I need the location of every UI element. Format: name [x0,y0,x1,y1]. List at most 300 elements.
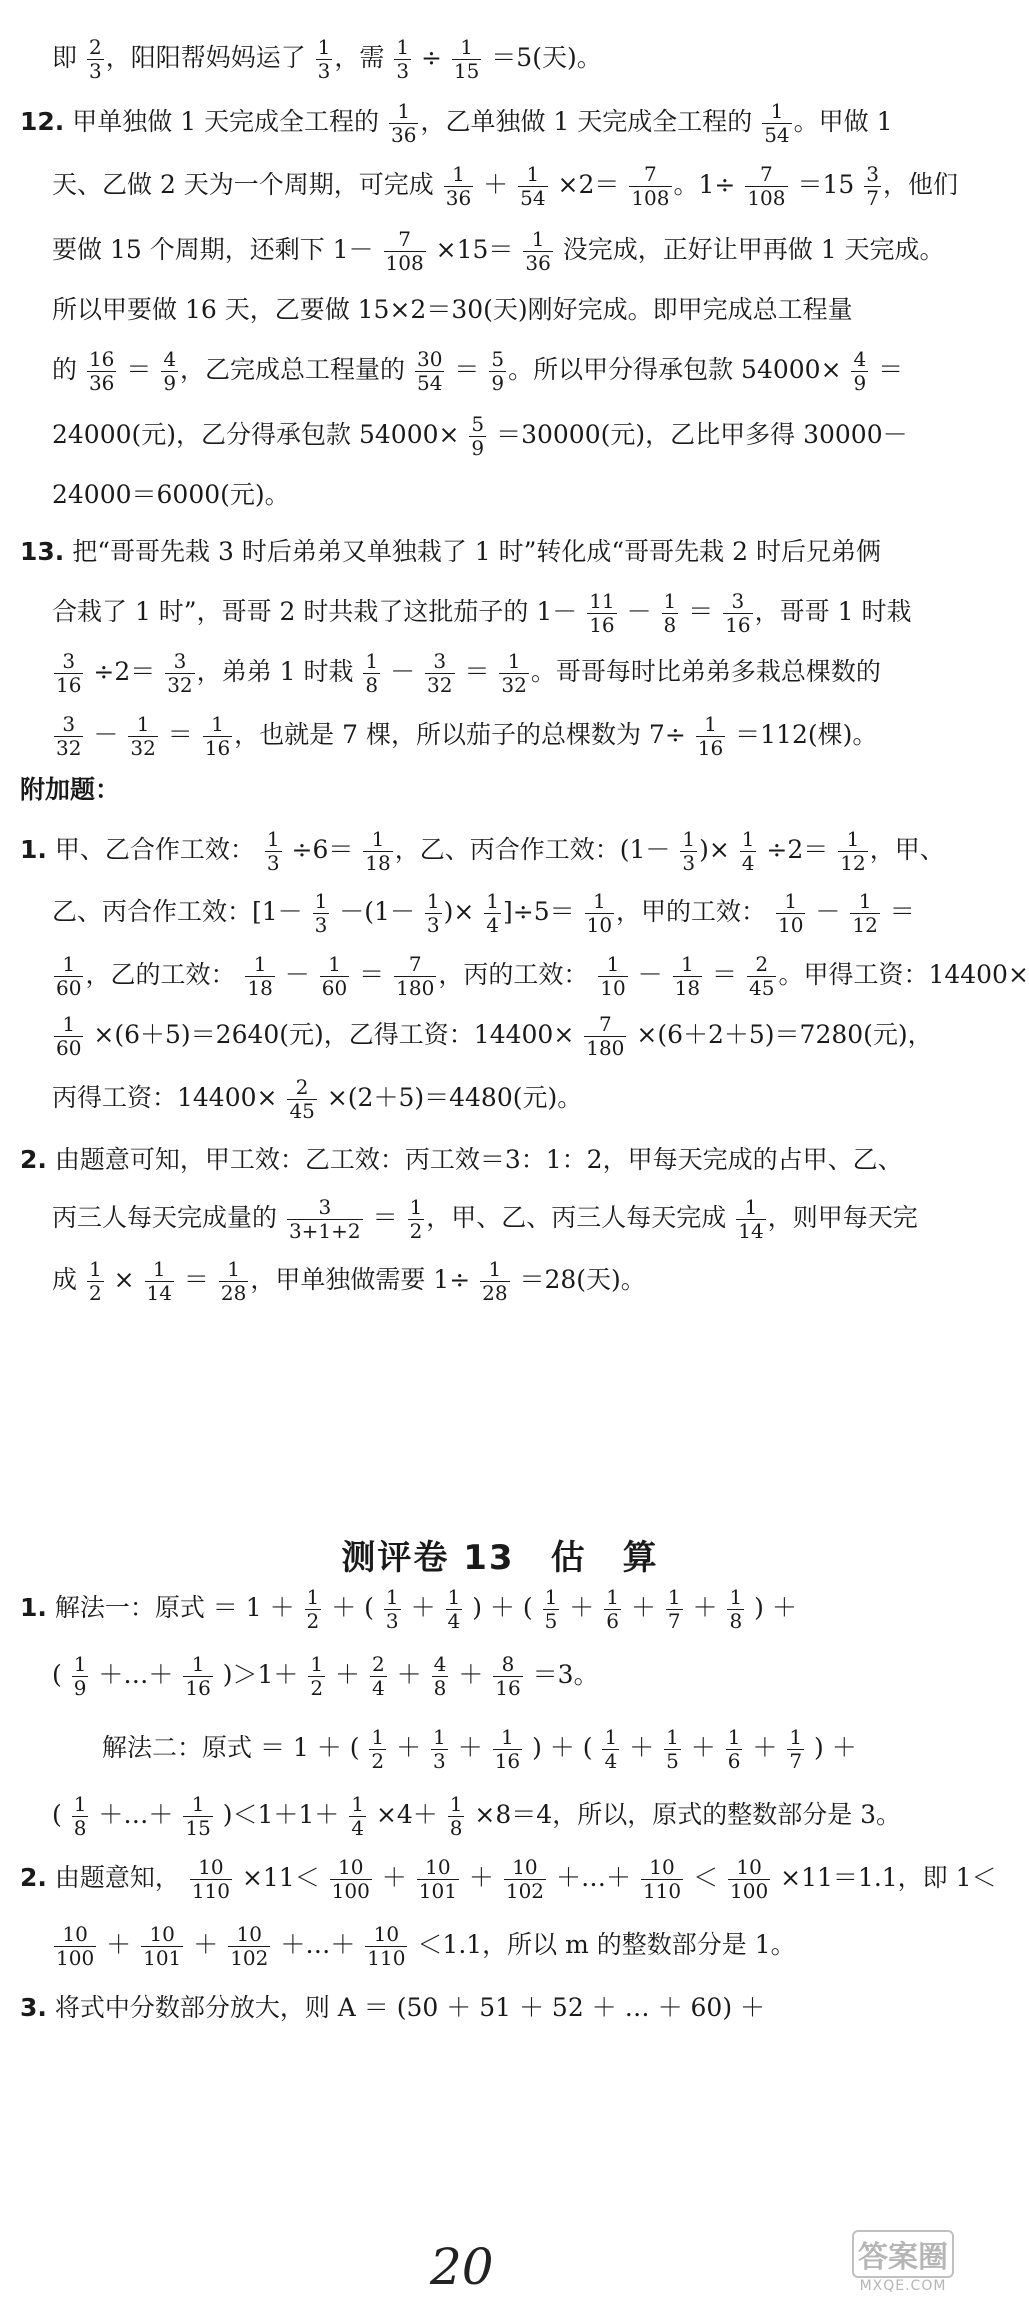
fraction-denominator: 2 [306,1609,320,1633]
text-run: )× [699,835,738,864]
fraction-numerator: 1 [850,890,879,914]
fraction-numerator: 1 [696,713,725,737]
fraction [330,1856,372,1903]
text-run: ＝30000(元)，乙比甲多得 30000－ [488,420,908,449]
text-run: ＝ [118,355,160,384]
text-run: 甲单独做 1 天完成全工程的 [64,107,387,136]
fraction-numerator: 3 [425,650,454,674]
fraction-numerator: 1 [54,1013,83,1037]
fraction-numerator: 1 [789,1725,803,1749]
fraction-numerator: 1 [523,228,552,252]
text-run: ＋ [388,1660,430,1689]
text-run: ＋ [622,1593,664,1622]
fraction-denominator: 2 [310,1676,324,1700]
text-run: ＝ [446,355,488,384]
fraction-denominator: 45 [289,1099,315,1123]
text-run: ( [52,1660,70,1689]
text-run: ＝ [175,1265,217,1294]
fraction-denominator: 3 [396,59,410,83]
fraction-numerator: 1 [444,163,473,187]
fraction [190,1856,232,1903]
text-run: ×(6＋5)＝2640(元)，乙得工资：14400× [85,1020,583,1049]
fraction-numerator: 1 [449,1792,463,1816]
fraction-denominator: 9 [853,371,867,395]
fraction-denominator: 7 [789,1749,803,1773]
text-run: ＋ [185,1930,227,1959]
fraction-numerator: 1 [73,1792,87,1816]
text-line [0,1235,1000,1325]
text-run: ×15＝ [427,235,522,264]
fraction-numerator: 1 [776,890,805,914]
fraction [446,1586,463,1633]
fraction [384,1586,401,1633]
fraction-denominator: 7 [866,186,879,210]
fraction-numerator: 2 [88,35,102,59]
fraction-denominator: 6 [606,1609,619,1633]
text-line [0,1963,1000,2053]
fraction-denominator: 3 [433,1749,446,1773]
text-run: 要做 15 个周期，还剩下 1－ [52,235,382,264]
text-run: ，需 [334,43,393,72]
fraction-denominator: 10 [600,976,626,1000]
text-run: ＋ [327,1660,368,1689]
text-run: ，甲、乙、丙三人每天完成 [426,1203,735,1232]
fraction-numerator: 10 [54,1923,96,1947]
text-run: 24000(元)，乙分得承包款 54000× [52,420,468,449]
fraction-denominator: 3 [385,1609,399,1633]
fraction-numerator: 1 [363,828,392,852]
fraction-denominator: 12 [840,851,866,875]
text-run: ，乙单独做 1 天完成全工程的 [420,107,761,136]
fraction-numerator: 1 [452,36,481,60]
text-run: ×11＜ [234,1863,328,1892]
fraction-numerator: 10 [728,1856,770,1880]
text-run: ＋…＋ [272,1930,364,1959]
fraction-denominator: 110 [367,1946,406,1970]
text-run: ，他们 [882,170,958,199]
fraction-numerator: 1 [409,1195,423,1219]
fraction [864,163,881,210]
fraction-numerator: 10 [330,1856,372,1880]
fraction-denominator: 3+1+2 [288,1219,361,1243]
fraction [452,36,481,83]
fraction-denominator: 16 [697,736,724,760]
text-run: ＋ [684,1593,726,1622]
fraction-denominator: 12 [852,913,878,937]
item-number: 1. [20,1593,47,1622]
text-run: ，也就是 7 棵，所以茄子的总棵数为 7÷ [234,720,694,749]
fraction [431,1726,448,1773]
text-run: 没完成，正好让甲再做 1 天完成。 [554,235,945,264]
fraction-denominator: 9 [491,371,505,395]
fraction-numerator: 1 [183,1793,212,1817]
fraction-numerator: 4 [853,347,867,371]
fraction-denominator: 16 [725,613,751,637]
text-run: ，丙的工效： [438,960,597,989]
text-run: )＞1＋ [214,1660,307,1689]
fraction-numerator: 1 [585,890,614,914]
text-run: ÷2＝ [758,835,837,864]
fraction-numerator: 10 [228,1923,270,1947]
fraction-numerator: 1 [838,828,867,852]
item-number: 13. [20,537,65,566]
text-run: ，阳阳帮妈妈运了 [105,43,314,72]
fraction-numerator: 1 [518,163,547,187]
fraction-denominator: 4 [741,851,755,875]
page-number: 20 [430,2238,494,2296]
fraction-denominator: 36 [88,371,115,395]
fraction-numerator: 1 [673,953,702,977]
fraction-numerator: 10 [641,1856,683,1880]
watermark-url: MXQE.COM [859,2278,947,2294]
fraction-numerator: 1 [266,827,280,851]
fraction-numerator: 3 [54,713,83,737]
fraction-numerator: 1 [486,889,500,913]
text-run: － [382,657,424,686]
fraction [602,1726,619,1773]
fraction-denominator: 102 [230,1946,269,1970]
section-heading: 附加题： [20,775,121,804]
fraction-numerator: 1 [371,1725,385,1749]
fraction-denominator: 18 [365,851,391,875]
text-run: 。1÷ [673,170,744,199]
text-run: ＝3。 [524,1660,599,1689]
fraction-denominator: 36 [391,123,417,147]
fraction-numerator: 2 [372,1652,385,1676]
section-title: 测评卷 13 估 算 [341,1538,659,1578]
fraction-denominator: 3 [682,851,696,875]
fraction-numerator: 1 [480,1258,509,1282]
fraction-numerator: 1 [54,953,83,977]
fraction-numerator: 30 [417,347,443,371]
fraction-numerator: 1 [219,1258,248,1282]
fraction [444,163,473,210]
fraction [72,1653,89,1700]
fraction-numerator: 1 [493,1726,522,1750]
text-run: － [807,897,849,926]
fraction-denominator: 18 [247,976,273,1000]
fraction-denominator: 5 [666,1749,679,1773]
fraction-denominator: 54 [417,371,443,395]
fraction [728,1856,770,1903]
fraction-denominator: 3 [314,913,328,937]
fraction-numerator: 1 [73,1652,87,1676]
fraction-numerator: 10 [190,1856,232,1880]
fraction-numerator: 7 [745,163,787,187]
fraction-denominator: 108 [747,186,786,210]
text-run: ＋ [621,1733,663,1762]
text-run: 。所以甲分得承包款 54000× [508,355,850,384]
text-run: 由题意可知，甲工效：乙工效：丙工效＝3：1：2，甲每天完成的占甲、乙、 [46,1145,903,1174]
text-run: ＜ [685,1863,727,1892]
fraction [87,348,116,395]
fraction-denominator: 16 [495,1676,521,1700]
fraction-denominator: 2 [409,1219,423,1243]
fraction [543,1586,560,1633]
fraction-denominator: 60 [321,976,348,1000]
fraction-denominator: 8 [433,1676,447,1700]
fraction-denominator: 45 [748,976,775,1000]
fraction-denominator: 16 [56,673,82,697]
text-run: ×(6＋2＋5)＝7280(元)， [628,1020,933,1049]
text-run: ) ＋ [746,1593,797,1622]
text-run: 所以甲要做 16 天，乙要做 15×2＝30(天)刚好完成。即甲完成总工程量 [52,295,853,324]
fraction [183,1653,212,1700]
fraction-denominator: 101 [418,1879,457,1903]
text-run: ＋ [744,1733,786,1762]
fraction-denominator: 110 [191,1879,230,1903]
text-run: ＋…＋ [90,1660,182,1689]
fraction-numerator: 2 [747,953,776,977]
fraction-numerator: 10 [365,1923,407,1947]
text-run: 合栽了 1 时”，哥哥 2 时共栽了这批茄子的 1－ [52,597,586,626]
fraction [415,348,444,395]
fraction-numerator: 1 [385,1585,399,1609]
fraction [417,1856,459,1903]
fraction [493,1653,522,1700]
text-run: ＝ [704,960,745,989]
fraction-numerator: 1 [666,1725,679,1749]
fraction-denominator: 2 [371,1749,385,1773]
fraction-denominator: 10 [778,913,804,937]
text-run: ＋ [475,170,517,199]
fraction-denominator: 32 [56,736,82,760]
item-number: 1. [20,835,47,864]
text-run: ＋ [402,1593,444,1622]
fraction-numerator: 1 [203,713,232,737]
fraction-denominator: 28 [220,1281,247,1305]
fraction-numerator: 1 [396,35,410,59]
watermark-logo [828,2230,978,2296]
text-run: 。哥哥每时比弟弟多栽总棵数的 [530,657,881,686]
fraction-denominator: 108 [385,251,424,275]
fraction-numerator: 3 [287,1196,363,1220]
fraction [518,163,547,210]
fraction [219,1258,248,1305]
fraction-denominator: 54 [764,123,790,147]
fraction-denominator: 8 [365,673,379,697]
text-run: × [105,1265,143,1294]
fraction-numerator: 16 [88,347,115,371]
text-run: ) ＋ ( [464,1593,541,1622]
text-run: ×11＝1.1，即 1＜ [772,1863,997,1892]
fraction-numerator: 1 [604,1725,618,1749]
fraction-numerator: 1 [245,953,274,977]
text-run: ×4＋ [368,1800,446,1829]
fraction-numerator: 10 [141,1923,183,1947]
fraction-numerator: 10 [417,1856,459,1880]
fraction-numerator: 1 [426,889,440,913]
text-run: 将式中分数部分放大，则 A ＝ (50 ＋ 51 ＋ 52 ＋ … ＋ 60) ＋ [46,1993,766,2022]
text-run: －(1－ [331,897,423,926]
fraction-numerator: 3 [866,162,879,186]
fraction-numerator: 1 [317,35,331,59]
text-run: ，甲单独做需要 1÷ [250,1265,479,1294]
fraction-denominator: 54 [520,186,546,210]
fraction-denominator: 4 [351,1816,364,1840]
fraction-denominator: 10 [586,913,613,937]
text-run: ＝ [881,897,915,926]
fraction-numerator: 1 [314,889,328,913]
fraction-denominator: 110 [642,1879,682,1903]
fraction-numerator: 8 [493,1653,522,1677]
text-run: 。甲做 1 [793,107,893,136]
text-run: ＋…＋ [548,1863,639,1892]
text-run: 甲、乙合作工效： [46,835,263,864]
fraction-numerator: 1 [499,650,528,674]
fraction-numerator: 1 [145,1258,174,1282]
fraction [316,36,333,83]
text-run: ＋ ( [323,1593,382,1622]
fraction-numerator: 1 [365,649,379,673]
fraction-numerator: 1 [447,1585,461,1609]
text-run: ，则甲每天完 [767,1203,918,1232]
fraction-denominator: 8 [449,1816,463,1840]
fraction-denominator: 5 [544,1609,558,1633]
fraction-denominator: 15 [185,1816,211,1840]
text-run: 24000＝6000(元)。 [52,480,290,509]
text-run: ×(2＋5)＝4480(元)。 [318,1083,583,1112]
fraction [641,1856,683,1903]
fraction [666,1586,683,1633]
fraction-numerator: 1 [320,953,349,977]
text-run: ÷2＝ [85,657,164,686]
fraction-numerator: 3 [165,650,194,674]
text-run: ＋…＋ [90,1800,182,1829]
fraction-numerator: 1 [598,953,627,977]
fraction-numerator: 4 [433,1652,447,1676]
fraction-numerator: 2 [287,1076,316,1100]
fraction-denominator: 4 [372,1676,385,1700]
fraction [480,1258,509,1305]
text-run: 。甲得工资：14400× [778,960,1029,989]
fraction-numerator: 1 [88,1257,102,1281]
text-run: ＝ [680,597,722,626]
text-run: 把“哥哥先栽 3 时后弟弟又单独栽了 1 时”转化成“哥哥先栽 2 时后兄弟俩 [64,537,881,566]
item-number: 12. [20,107,65,136]
text-run: ＜1.1，所以 m 的整数部分是 1。 [409,1930,796,1959]
fraction [851,348,868,395]
fraction [493,1726,522,1773]
text-run: ＋ [561,1593,603,1622]
text-run: － [276,960,318,989]
fraction-numerator: 5 [491,347,505,371]
fraction [726,1726,743,1773]
text-run: ÷ [413,43,450,72]
fraction [664,1726,681,1773]
fraction-denominator: 28 [482,1281,508,1305]
text-run: ＝ [364,1203,406,1232]
fraction-numerator: 1 [351,1792,364,1816]
fraction-denominator: 60 [56,976,82,1000]
fraction [87,36,104,83]
fraction-denominator: 102 [505,1879,545,1903]
fraction-denominator: 8 [73,1816,87,1840]
text-run: ＋ [388,1733,430,1762]
text-run: ＋ [449,1733,491,1762]
fraction-denominator: 32 [130,736,156,760]
fraction-denominator: 3 [266,851,280,875]
fraction [370,1653,387,1700]
fraction-numerator: 3 [723,590,752,614]
text-run: － [85,720,127,749]
fraction-denominator: 100 [56,1946,95,1970]
fraction-denominator: 32 [167,673,193,697]
item-number: 2. [20,1145,47,1174]
text-run: 乙、丙合作工效：[1－ [52,897,311,926]
text-run: ) ＋ ( [524,1733,601,1762]
fraction-denominator: 180 [396,976,435,1000]
fraction [308,1653,325,1700]
text-run: ) ＋ [806,1733,857,1762]
fraction [504,1856,546,1903]
text-run: 的 [52,355,85,384]
text-run: )× [443,897,483,926]
fraction-numerator: 7 [394,953,436,977]
text-run: － [618,597,660,626]
text-run: ( [52,1800,70,1829]
fraction-denominator: 16 [185,1676,211,1700]
text-run: ＝ [456,657,498,686]
fraction [489,348,506,395]
fraction-denominator: 16 [494,1749,521,1773]
text-run: ×8＝4，所以，原式的整数部分是 3。 [466,1800,902,1829]
fraction-numerator: 1 [183,1653,212,1677]
text-run: ，弟弟 1 时栽 [196,657,362,686]
fraction [432,1653,449,1700]
fraction-denominator: 16 [589,613,615,637]
fraction-numerator: 1 [433,1725,446,1749]
text-run: 丙得工资：14400× [52,1083,286,1112]
fraction-denominator: 32 [501,673,527,697]
text-run: ]÷5＝ [503,897,583,926]
text-run: ＝15 [789,170,863,199]
fraction [87,1258,104,1305]
fraction-denominator: 3 [88,59,102,83]
fraction-denominator: 180 [586,1036,625,1060]
fraction-denominator: 100 [730,1879,769,1903]
fraction-denominator: 18 [674,976,701,1000]
fraction-denominator: 8 [663,613,677,637]
fraction-numerator: 7 [384,228,426,252]
fraction-denominator: 60 [56,1036,82,1060]
fraction-denominator: 14 [146,1281,172,1305]
fraction [629,163,671,210]
fraction [394,36,411,83]
fraction-denominator: 101 [143,1946,182,1970]
fraction-denominator: 8 [729,1609,743,1633]
fraction-denominator: 36 [525,251,551,275]
fraction-denominator: 7 [667,1609,681,1633]
fraction-denominator: 9 [471,436,485,460]
fraction-denominator: 36 [445,186,472,210]
text-run: ，乙的工效： [85,960,244,989]
fraction-denominator: 6 [727,1749,741,1773]
text-run: ，甲的工效： [616,897,774,926]
fraction-denominator: 4 [604,1749,618,1773]
fraction-denominator: 3 [317,59,331,83]
fraction-numerator: 3 [54,650,83,674]
item-number: 3. [20,1993,47,2022]
fraction-denominator: 3 [426,913,440,937]
fraction [787,1726,804,1773]
item-number: 2. [20,1863,47,1892]
text-run: ，乙、丙合作工效：(1－ [394,835,679,864]
fraction-numerator: 1 [663,589,677,613]
fraction-numerator: 1 [727,1725,741,1749]
fraction-denominator: 4 [486,913,500,937]
fraction-denominator: 4 [447,1609,461,1633]
